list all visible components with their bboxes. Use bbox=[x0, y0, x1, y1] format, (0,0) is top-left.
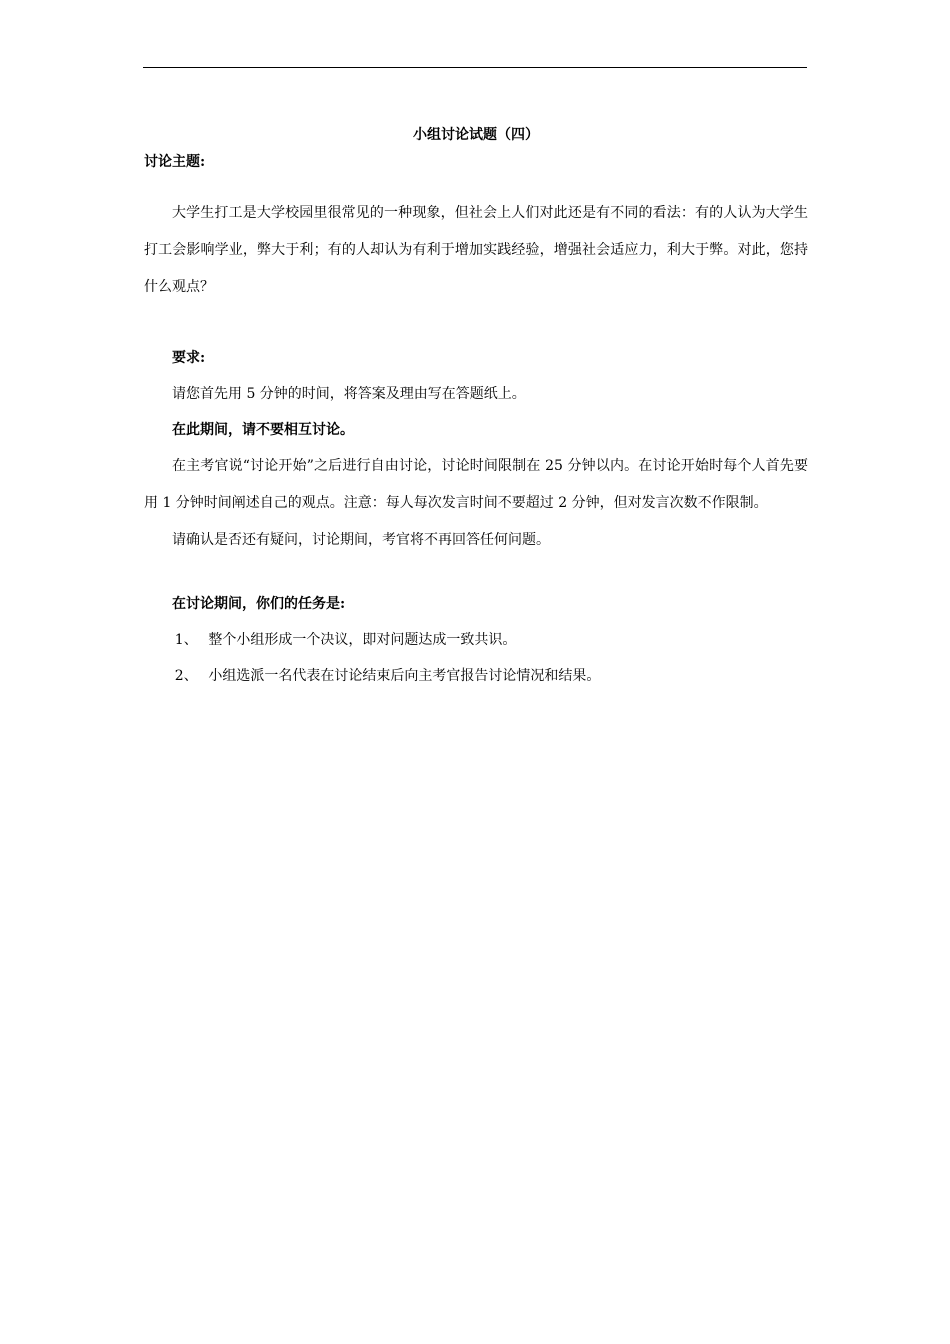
list-item bbox=[144, 658, 808, 694]
topic-paragraph: 大学生打工是大学校园里很常见的一种现象，但社会上人们对此还是有不同的看法：有的人认为大学生打工会影响学业，弊大于利；有的人却认为有利于增加实践经验，增强社会适应力，利大于弊。对此，您持什么观点？ bbox=[144, 205, 808, 295]
list-item-number: 1、 bbox=[174, 632, 198, 648]
list-item bbox=[144, 622, 808, 658]
topic-heading: 讨论主题: bbox=[144, 154, 206, 170]
list-item-text: 小组选派一名代表在讨论结束后向主考官报告讨论情况和结果。 bbox=[208, 668, 601, 684]
document-body bbox=[144, 124, 808, 694]
requirement-2: 在此期间，请不要相互讨论。 bbox=[172, 422, 354, 438]
header-rule bbox=[143, 67, 807, 68]
requirement-3: 在主考官说“讨论开始”之后进行自由讨论，讨论时间限制在 25 分钟以内。在讨论开始时每个人首先要用 1 分钟时间阐述自己的观点。注意：每人每次发言时间不要超过 2 分钟，但对发言次数不作限制。 bbox=[144, 458, 808, 511]
requirement-4: 请确认是否还有疑问，讨论期间，考官将不再回答任何问题。 bbox=[172, 532, 550, 548]
spacer bbox=[144, 306, 808, 340]
requirements-heading: 要求: bbox=[172, 350, 206, 366]
spacer bbox=[144, 558, 808, 586]
list-item-text: 整个小组形成一个决议，即对问题达成一致共识。 bbox=[208, 632, 517, 648]
list-item-number: 2、 bbox=[174, 668, 198, 684]
requirement-1: 请您首先用 5 分钟的时间，将答案及理由写在答题纸上。 bbox=[172, 386, 526, 402]
tasks-heading: 在讨论期间，你们的任务是: bbox=[172, 596, 346, 612]
document-title: 小组讨论试题（四） bbox=[413, 127, 539, 143]
